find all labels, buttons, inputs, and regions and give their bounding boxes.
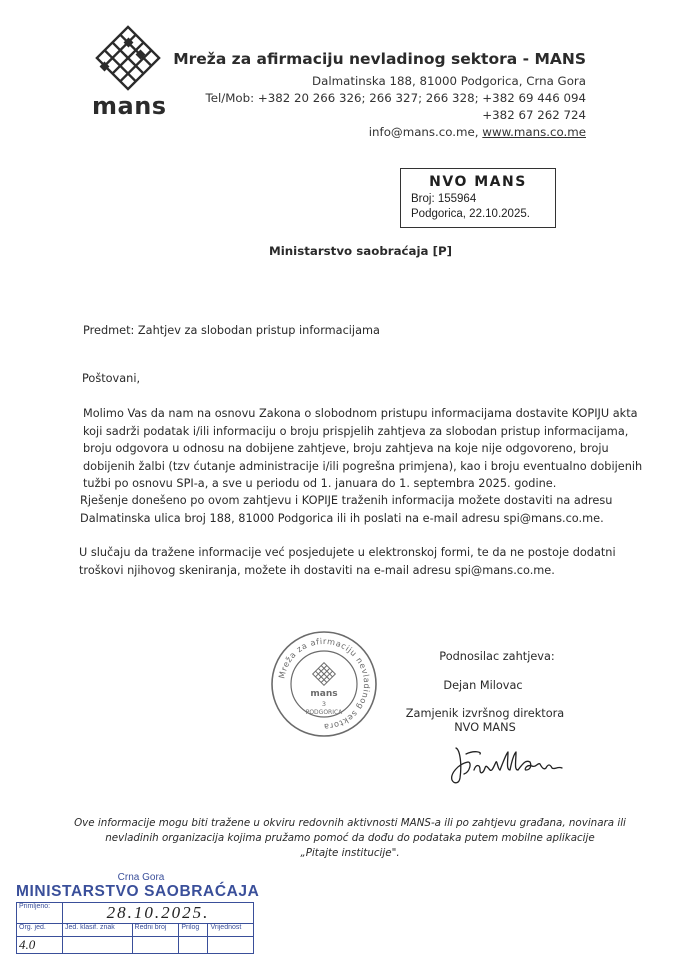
paragraph-line: dobijenih žalbi (tzv ćutanje administracije i/ili pogrešna primjena), kao i broju eventualno dobijenih bbox=[83, 459, 643, 473]
letterhead bbox=[173, 50, 586, 141]
applicant-name: Dejan Milovac bbox=[443, 679, 523, 692]
handwritten-code: 4.0 bbox=[17, 937, 63, 954]
seal-number: 3 bbox=[321, 700, 327, 708]
paragraph-request bbox=[83, 405, 642, 493]
received-label: Primljeno: bbox=[17, 903, 63, 924]
contact-separator: , bbox=[474, 125, 483, 139]
seal-logo-text: mans bbox=[310, 689, 338, 699]
paragraph-line: Dalmatinska ulica broj 188, 81000 Podgorica ili ih poslati na e-mail adresu spi@mans.co.me. bbox=[80, 511, 604, 525]
footer-note bbox=[70, 816, 630, 860]
stamp-column-header: Redni broj bbox=[132, 924, 179, 937]
applicant-label: Podnosilac zahtjeva: bbox=[439, 650, 555, 663]
received-stamp-ministry: MINISTARSTVO SAOBRAĆAJA bbox=[16, 883, 260, 900]
stamp-column-header: Vrijednost bbox=[208, 924, 254, 937]
paragraph-line: Rješenje donešeno po ovom zahtjevu i KOPIJE traženih informacija možete dostaviti na adresu bbox=[80, 494, 613, 507]
paragraph-electronic bbox=[79, 544, 616, 579]
recipient: Ministarstvo saobraćaja [P] bbox=[269, 244, 453, 258]
footer-line: „Pitajte institucije". bbox=[300, 846, 400, 859]
paragraph-line: koji sadrži podatak i/ili informaciju o broju prispjelih zahtjeva za slobodan pristup informacijama, bbox=[83, 424, 629, 438]
stamp-cell bbox=[132, 937, 179, 954]
registry-stamp bbox=[400, 168, 556, 228]
logo-wordmark: mans bbox=[92, 92, 167, 120]
organization-seal bbox=[268, 628, 380, 740]
organization-name: Mreža za afirmaciju nevladinog sektora - MANS bbox=[173, 50, 586, 68]
stamp-cell bbox=[179, 937, 208, 954]
paragraph-delivery bbox=[80, 492, 612, 527]
registry-place-date: Podgorica, 22.10.2025. bbox=[411, 208, 530, 220]
registry-stamp-title: NVO MANS bbox=[429, 174, 527, 190]
stamp-column-header: Jed. klasif. znak bbox=[63, 924, 133, 937]
paragraph-line: tužbi po osnovu SPI-a, a sve u periodu od 1. januara do 1. septembra 2025. godine. bbox=[83, 477, 557, 491]
email-link[interactable]: info@mans.co.me bbox=[368, 125, 475, 139]
received-stamp-country: Crna Gora bbox=[117, 872, 165, 883]
website-link[interactable]: www.mans.co.me bbox=[482, 125, 586, 139]
applicant-title: Zamjenik izvršnog direktora bbox=[405, 707, 565, 720]
seal-city: PODGORICA bbox=[305, 709, 343, 716]
address-line: Dalmatinska 188, 81000 Podgorica, Crna Gora bbox=[312, 74, 586, 88]
paragraph-line: broju odgovora u odnosu na dobijene zahtjeve, broju zahtjeva na koje nije odgovoreno, broju bbox=[83, 442, 609, 456]
paragraph-line: Molimo Vas da nam na osnovu Zakona o slobodnom pristupu informacijama dostavite KOPIJU akta bbox=[83, 407, 638, 420]
stamp-column-header: Org. jed. bbox=[17, 924, 63, 937]
handwritten-signature bbox=[446, 740, 576, 790]
registry-number: Broj: 155964 bbox=[411, 193, 477, 205]
footer-line: Ove informacije mogu biti tražene u okviru redovnih aktivnosti MANS-a ili po zahtjevu građana, novinara ili bbox=[74, 817, 626, 829]
applicant-organization: NVO MANS bbox=[454, 721, 516, 734]
subject-line: Predmet: Zahtjev za slobodan pristup informacijama bbox=[83, 324, 380, 337]
phone-line-2: +382 67 262 724 bbox=[482, 108, 586, 122]
received-stamp-table bbox=[16, 902, 254, 954]
stamp-cell bbox=[63, 937, 133, 954]
contact-line bbox=[173, 124, 586, 141]
received-stamp bbox=[16, 872, 266, 954]
stamp-cell bbox=[208, 937, 254, 954]
seal-ring-text: Mreža za afirmaciju nevladinog sektora bbox=[276, 635, 373, 733]
received-date: 28.10.2025. bbox=[63, 903, 254, 924]
paragraph-line: U slučaju da tražene informacije već posjedujete u elektronskoj formi, te da ne postoje dodatni bbox=[79, 546, 616, 559]
greeting: Poštovani, bbox=[82, 372, 141, 385]
footer-line: nevladinih organizacija kojima pružamo pomoć da dođu do podataka putem mobilne aplikacije bbox=[105, 831, 595, 844]
stamp-column-header: Prilog bbox=[179, 924, 208, 937]
paragraph-line: troškovi njihovog skeniranja, možete ih dostaviti na e-mail adresu spi@mans.co.me. bbox=[79, 563, 555, 577]
phone-line: Tel/Mob: +382 20 266 326; 266 327; 266 328; +382 69 446 094 bbox=[205, 91, 586, 105]
